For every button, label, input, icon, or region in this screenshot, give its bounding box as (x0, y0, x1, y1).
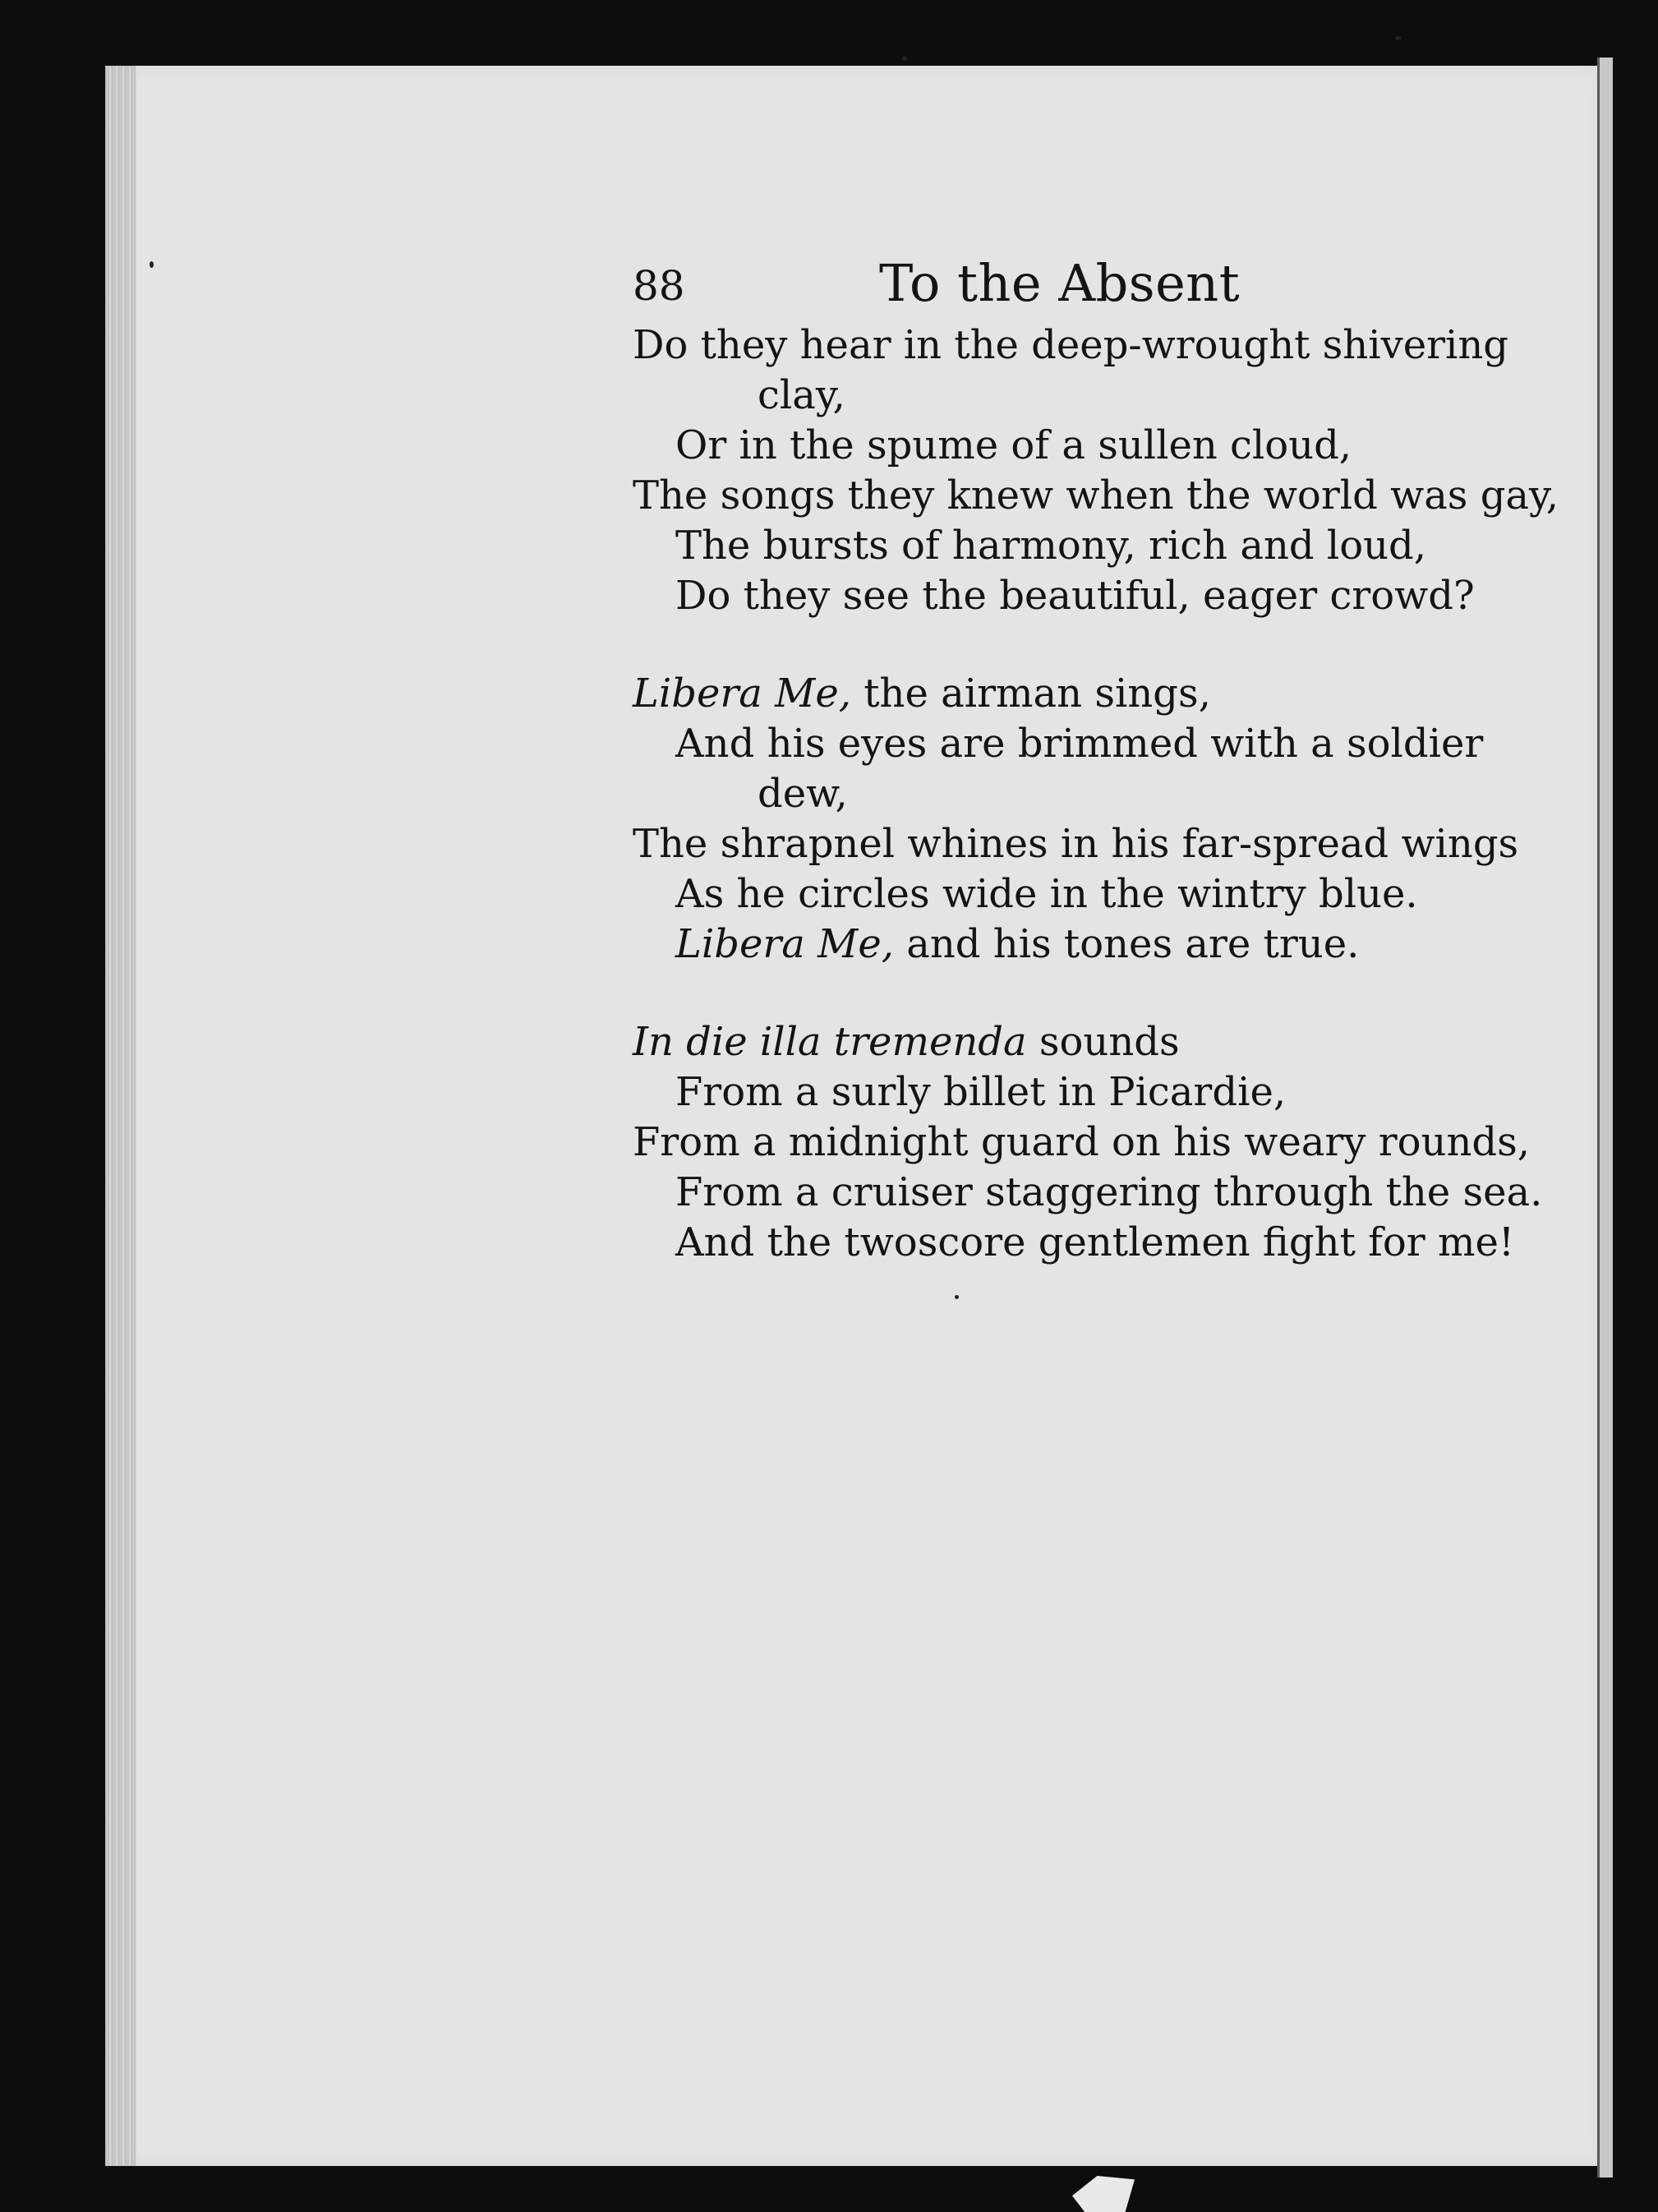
scan-speck (150, 261, 154, 268)
italic-phrase: Libera Me, (675, 921, 894, 967)
scan-speck (902, 56, 907, 61)
page-text (633, 247, 1569, 1268)
poem-line (633, 919, 1569, 970)
line-rest: sounds (1026, 1019, 1180, 1065)
poem-line: As he circles wide in the wintry blue. (675, 871, 1418, 917)
poem-line: Or in the spume of a sullen cloud, (675, 422, 1352, 468)
right-page-edge (1597, 58, 1613, 2177)
line-rest: the airman sings, (851, 671, 1211, 717)
stanza-1 (633, 320, 1569, 621)
poem-line: The bursts of harmony, rich and loud, (675, 523, 1426, 569)
poem-line: Do they hear in the deep-wrought shivering (633, 322, 1509, 368)
poem-line (633, 1017, 1569, 1067)
poem-line: From a surly billet in Picardie, (675, 1069, 1287, 1115)
poem-line: From a midnight guard on his weary rounds, (633, 1119, 1530, 1165)
page-number: 88 (633, 262, 685, 310)
poem-line: Do they see the beautiful, eager crowd? (675, 573, 1475, 619)
page-stack-edge (105, 66, 136, 2166)
running-title: To the Absent (879, 253, 1241, 313)
stanza-3 (633, 1017, 1569, 1268)
poem-line: The songs they knew when the world was gay, (633, 472, 1559, 518)
poem-line (633, 669, 1569, 719)
italic-phrase: In die illa tremenda (633, 1019, 1027, 1065)
stanza-2 (633, 669, 1569, 970)
scan-speck (1395, 36, 1402, 40)
scan-tab-mark (1072, 2176, 1135, 2212)
poem-line: And the twoscore gentlemen fight for me! (675, 1219, 1515, 1265)
poem-line: From a cruiser staggering through the sea. (675, 1169, 1543, 1215)
poem-line: dew, (758, 771, 848, 817)
poem-line: The shrapnel whines in his far-spread wings (633, 821, 1519, 867)
scan-speck (955, 1295, 959, 1299)
italic-phrase: Libera Me, (633, 671, 851, 717)
line-rest: and his tones are true. (894, 921, 1360, 967)
poem-line: clay, (758, 372, 845, 418)
page-header (633, 247, 1569, 320)
poem-line: And his eyes are brimmed with a soldier (675, 721, 1484, 767)
